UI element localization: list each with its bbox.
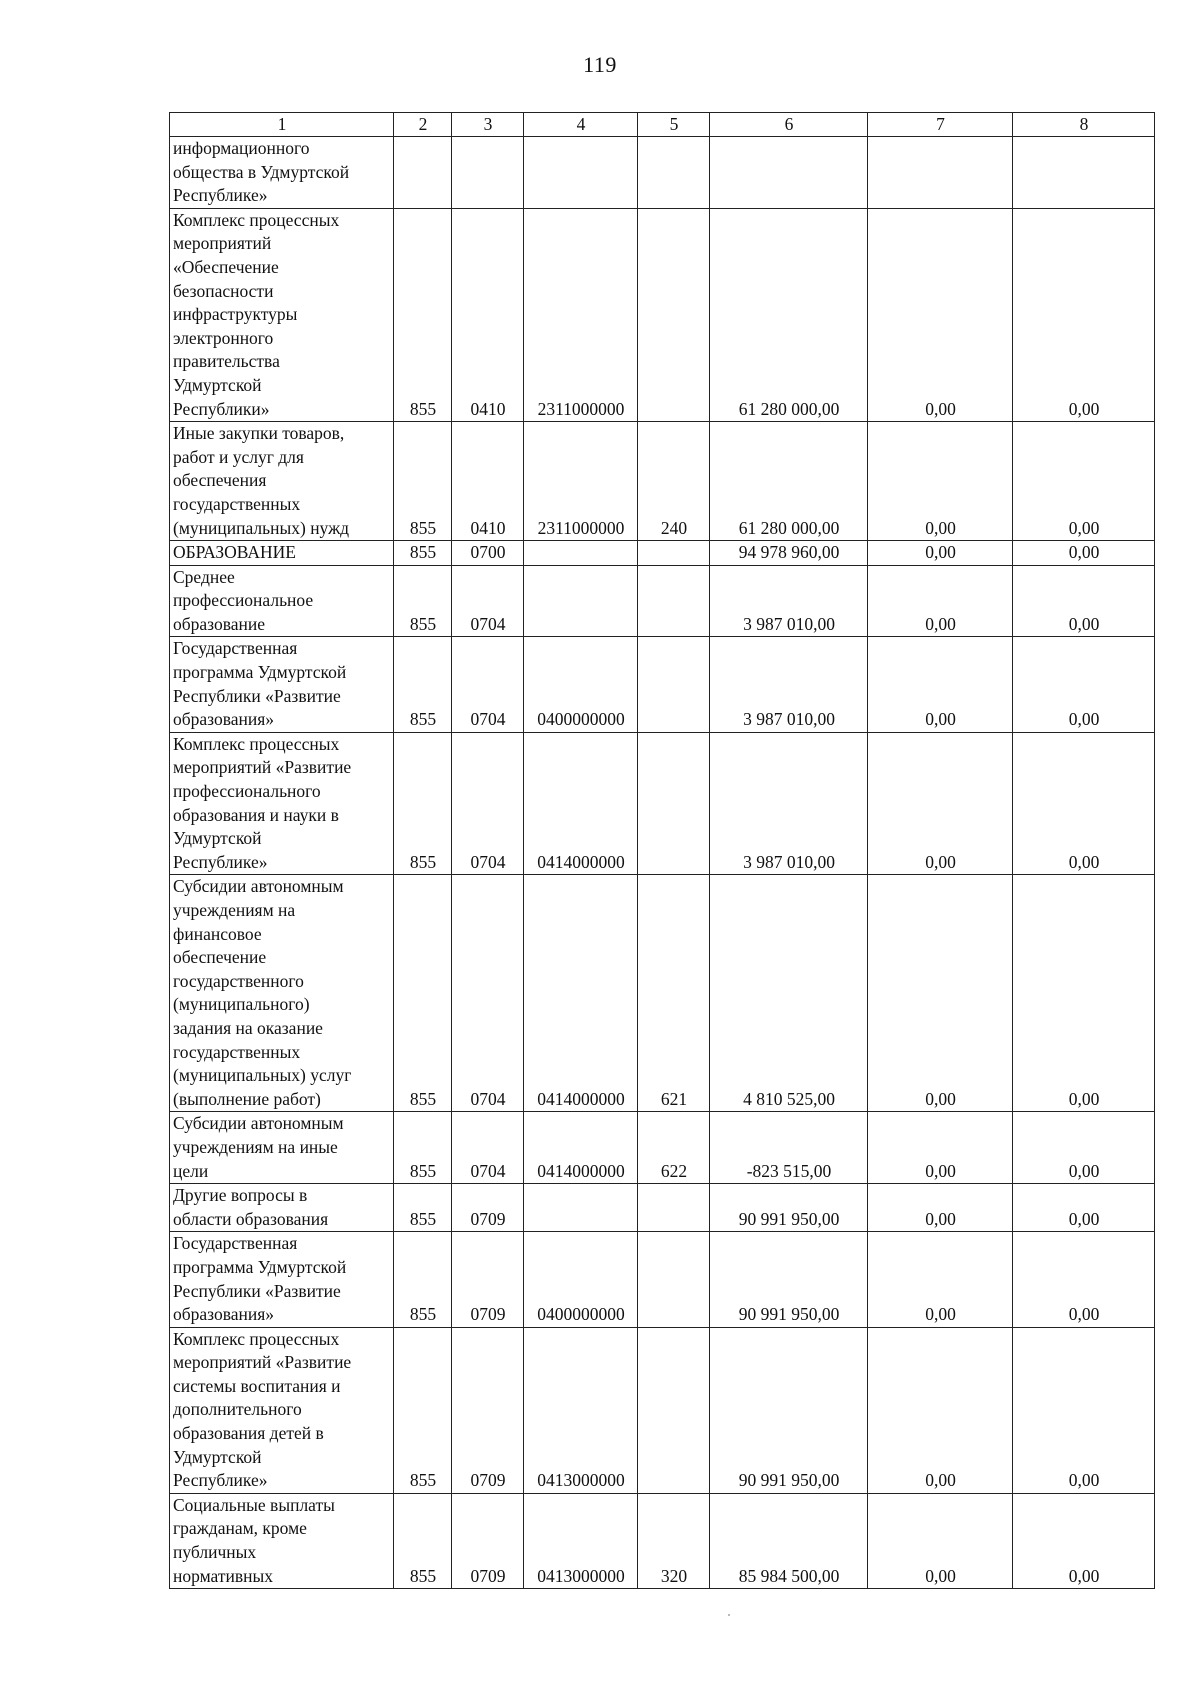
cell-c7: 0,00 [868,875,1013,1112]
cell-c7: 0,00 [868,208,1013,421]
cell-c4 [524,565,638,637]
table-row [170,565,1155,637]
cell-c3: 0410 [452,208,524,421]
cell-c2 [394,137,452,209]
row-description [170,541,394,566]
row-description [170,1112,394,1184]
cell-c7: 0,00 [868,422,1013,541]
cell-c8: 0,00 [1013,637,1155,732]
cell-c7: 0,00 [868,637,1013,732]
row-description [170,565,394,637]
cell-c6: 3 987 010,00 [710,637,868,732]
description-line: учреждениям на иные [173,1136,338,1157]
cell-c8: 0,00 [1013,565,1155,637]
table-row [170,541,1155,566]
cell-c6: 90 991 950,00 [710,1232,868,1327]
table-row [170,875,1155,1112]
description-line: работ и услуг для [173,446,304,467]
cell-c8: 0,00 [1013,732,1155,875]
cell-c2: 855 [394,1232,452,1327]
description-line: общества в Удмуртской [173,161,350,182]
cell-c3: 0709 [452,1327,524,1493]
cell-c2: 855 [394,422,452,541]
cell-c5: 621 [638,875,710,1112]
cell-c3: 0709 [452,1184,524,1232]
cell-c6: 3 987 010,00 [710,565,868,637]
description-line: профессионального [173,781,321,802]
cell-c4: 0400000000 [524,1232,638,1327]
cell-c8: 0,00 [1013,422,1155,541]
description-line: Среднее [173,566,235,587]
description-line: электронного [173,327,274,348]
cell-c5 [638,1327,710,1493]
description-line: системы воспитания и [173,1375,341,1396]
description-line: учреждениям на [173,900,296,920]
cell-c4: 0414000000 [524,1112,638,1184]
cell-c6: 4 810 525,00 [710,875,868,1112]
cell-c3: 0410 [452,422,524,541]
row-description [170,1184,394,1232]
cell-c8: 0,00 [1013,208,1155,421]
cell-c7: 0,00 [868,541,1013,566]
description-line: Другие вопросы в [173,1185,308,1206]
cell-c8: 0,00 [1013,875,1155,1112]
description-line: обеспечения [173,470,267,491]
table-row [170,137,1155,209]
cell-c7: 0,00 [868,732,1013,875]
cell-c8: 0,00 [1013,541,1155,566]
column-header: 1 [170,113,394,137]
cell-c8: 0,00 [1013,1232,1155,1327]
cell-c3: 0704 [452,565,524,637]
description-line: «Обеспечение [173,256,279,277]
column-header: 6 [710,113,868,137]
cell-c6: -823 515,00 [710,1112,868,1184]
table-row [170,208,1155,421]
cell-c3 [452,137,524,209]
description-line: Удмуртской [173,828,262,849]
column-header: 5 [638,113,710,137]
row-description [170,1493,394,1588]
description-line: Государственная [173,1233,298,1254]
description-line: мероприятий [173,233,272,254]
description-line: Комплекс процессных [173,209,340,230]
column-header: 4 [524,113,638,137]
cell-c6: 90 991 950,00 [710,1184,868,1232]
cell-c5: 240 [638,422,710,541]
description-line: дополнительного [173,1399,302,1420]
description-line: государственного [173,970,304,991]
cell-c7: 0,00 [868,1327,1013,1493]
cell-c2: 855 [394,565,452,637]
description-line: финансовое [173,923,262,944]
description-line: (муниципального) [173,994,310,1015]
cell-c4: 0414000000 [524,732,638,875]
description-line: Иные закупки товаров, [173,423,345,444]
cell-c6 [710,137,868,209]
table-row [170,637,1155,732]
description-line: (муниципальных) услуг [173,1065,352,1086]
cell-c2: 855 [394,541,452,566]
cell-c6: 3 987 010,00 [710,732,868,875]
row-description [170,875,394,1112]
cell-c5 [638,1232,710,1327]
cell-c3: 0700 [452,541,524,566]
cell-c2: 855 [394,1184,452,1232]
column-header: 8 [1013,113,1155,137]
cell-c5: 320 [638,1493,710,1588]
row-description [170,208,394,421]
cell-c6: 61 280 000,00 [710,208,868,421]
cell-c4: 2311000000 [524,208,638,421]
cell-c4: 2311000000 [524,422,638,541]
table-row [170,1112,1155,1184]
description-line: Комплекс процессных [173,1328,340,1349]
cell-c8: 0,00 [1013,1493,1155,1588]
cell-c8: 0,00 [1013,1112,1155,1184]
cell-c3: 0704 [452,637,524,732]
cell-c3: 0704 [452,732,524,875]
scan-speck [728,1614,730,1616]
cell-c6: 94 978 960,00 [710,541,868,566]
cell-c7: 0,00 [868,1232,1013,1327]
cell-c6: 61 280 000,00 [710,422,868,541]
description-line: профессиональное [173,590,314,611]
table-row [170,1184,1155,1232]
page-number: 119 [583,52,617,77]
description-line: образования и науки в [173,804,339,825]
description-line: нормативных [173,1565,274,1586]
description-line: Республике» [173,1470,268,1491]
table-row [170,732,1155,875]
description-line: государственных [173,493,301,514]
description-line: правительства [173,351,280,372]
cell-c2: 855 [394,1112,452,1184]
cell-c3: 0704 [452,1112,524,1184]
cell-c5 [638,208,710,421]
row-description [170,637,394,732]
description-line: Удмуртской [173,374,262,395]
cell-c3: 0709 [452,1493,524,1588]
description-line: публичных [173,1542,257,1563]
description-line: образования» [173,709,275,730]
column-header: 2 [394,113,452,137]
table-row [170,1327,1155,1493]
description-line: обеспечение [173,947,267,968]
row-description [170,137,394,209]
description-line: гражданам, кроме [173,1518,307,1539]
cell-c6: 90 991 950,00 [710,1327,868,1493]
cell-c4: 0400000000 [524,637,638,732]
row-description [170,1232,394,1327]
description-line: Субсидии автономным [173,876,344,897]
cell-c5 [638,137,710,209]
cell-c7: 0,00 [868,1184,1013,1232]
table-body [170,137,1155,1589]
description-line: информационного [173,138,310,158]
description-line: ОБРАЗОВАНИЕ [173,542,296,563]
row-description [170,732,394,875]
cell-c5 [638,565,710,637]
cell-c7: 0,00 [868,565,1013,637]
description-line: задания на оказание [173,1017,323,1038]
column-header: 7 [868,113,1013,137]
description-line: Республике» [173,185,268,206]
description-line: образования» [173,1304,275,1325]
description-line: программа Удмуртской [173,1256,347,1277]
cell-c8 [1013,137,1155,209]
description-line: безопасности [173,280,274,301]
column-header: 3 [452,113,524,137]
header-row [170,113,1155,137]
cell-c2: 855 [394,732,452,875]
cell-c4 [524,137,638,209]
cell-c5 [638,541,710,566]
description-line: Республике» [173,851,268,872]
cell-c2: 855 [394,208,452,421]
description-line: мероприятий «Развитие [173,1352,352,1373]
cell-c5 [638,1184,710,1232]
description-line: образование [173,613,266,634]
cell-c8: 0,00 [1013,1327,1155,1493]
row-description [170,1327,394,1493]
description-line: (муниципальных) нужд [173,517,350,538]
description-line: области образования [173,1208,329,1229]
table-row [170,422,1155,541]
description-line: мероприятий «Развитие [173,757,352,778]
cell-c6: 85 984 500,00 [710,1493,868,1588]
description-line: Комплекс процессных [173,733,340,754]
budget-table [169,112,1155,1589]
description-line: Республики «Развитие [173,1280,341,1301]
cell-c7 [868,137,1013,209]
cell-c2: 855 [394,1327,452,1493]
description-line: Социальные выплаты [173,1494,335,1515]
cell-c4: 0413000000 [524,1493,638,1588]
cell-c7: 0,00 [868,1112,1013,1184]
cell-c4 [524,541,638,566]
description-line: программа Удмуртской [173,662,347,683]
cell-c5 [638,732,710,875]
cell-c7: 0,00 [868,1493,1013,1588]
description-line: цели [173,1160,209,1181]
description-line: (выполнение работ) [173,1088,321,1109]
description-line: образования детей в [173,1423,324,1444]
row-description [170,422,394,541]
cell-c2: 855 [394,637,452,732]
description-line: государственных [173,1041,301,1062]
cell-c3: 0709 [452,1232,524,1327]
cell-c4: 0414000000 [524,875,638,1112]
description-line: Республики «Развитие [173,685,341,706]
description-line: Республики» [173,398,270,419]
table-row [170,1232,1155,1327]
cell-c3: 0704 [452,875,524,1112]
description-line: Государственная [173,638,298,659]
cell-c2: 855 [394,875,452,1112]
description-line: Субсидии автономным [173,1113,344,1134]
cell-c4: 0413000000 [524,1327,638,1493]
cell-c5: 622 [638,1112,710,1184]
description-line: инфраструктуры [173,304,298,325]
cell-c8: 0,00 [1013,1184,1155,1232]
cell-c4 [524,1184,638,1232]
cell-c2: 855 [394,1493,452,1588]
table-row [170,1493,1155,1588]
cell-c5 [638,637,710,732]
description-line: Удмуртской [173,1446,262,1467]
